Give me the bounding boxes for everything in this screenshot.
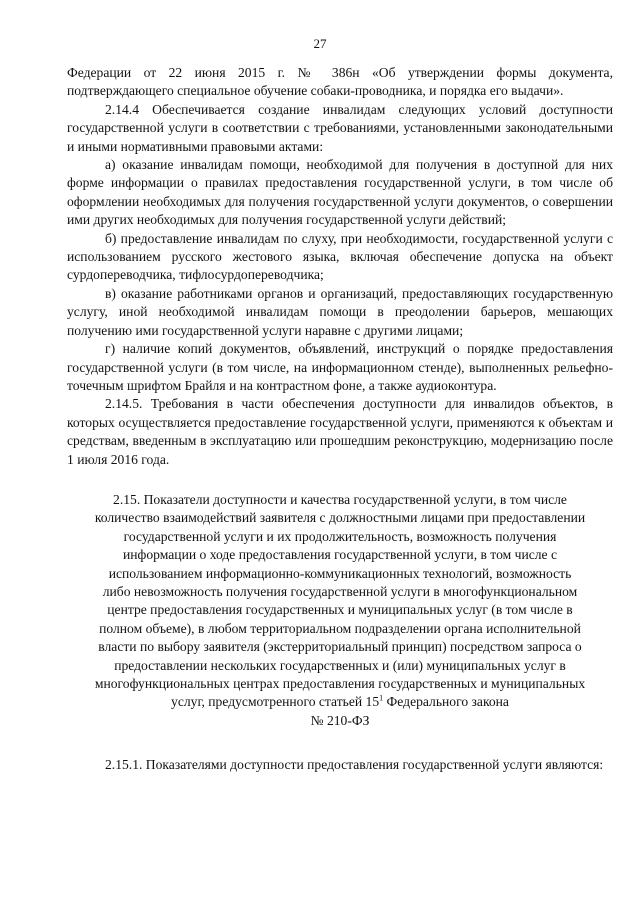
paragraph-item-v: в) оказание работниками органов и организаций, предоставляющих государственную услугу, иной необходимой инвалидам помощи в преодолении барьеров, мешающих получению ими государственной услуги наравне с другими лицами; — [67, 285, 613, 338]
paragraph-2-15-1: 2.15.1. Показателями доступности предоставления государственной услуги являются: — [105, 757, 604, 773]
page-number: 27 — [313, 36, 327, 51]
page-body — [67, 64, 613, 775]
paragraph-item-b: б) предоставление инвалидам по слуху, при необходимости, государственной услуги с использованием русского жестового языка, включая обеспечение допуска на объект сурдопереводчика, тифлосурдопереводчика; — [67, 230, 613, 283]
section-heading-2-15 — [67, 491, 613, 730]
heading-line: использованием информационно-коммуникационных технологий, возможность — [108, 565, 572, 581]
heading-line: многофункциональных центрах предоставления государственных и муниципальных — [94, 676, 586, 691]
heading-line: 2.15. Показатели доступности и качества государственной услуги, в том числе — [113, 491, 567, 507]
heading-line: № 210-ФЗ — [310, 712, 370, 728]
paragraph-2-14-5: 2.14.5. Требования в части обеспечения доступности для инвалидов объектов, в которых осуществляется предоставление государственной услуги, применяются к объектам и средствам, введенным в эксплуатацию или прошедшим реконструкцию, модернизацию после 1 июля 2016 года. — [67, 396, 613, 467]
heading-line-text: Федерального закона — [383, 694, 509, 710]
paragraph-item-a: а) оказание инвалидам помощи, необходимой для получения в доступной для них форме информации о правилах предоставления государственной услуги, в том числе об оформлении необходимых для получения государственной услуги документов, о совершении ими других необходимых для получения государственной услуги действий; — [67, 157, 613, 228]
heading-line: центре предоставления государственных и муниципальных услуг (в том числе в — [107, 602, 573, 618]
heading-line — [67, 693, 613, 711]
heading-line: информации о ходе предоставления государственной услуги, в том числе с — [123, 547, 557, 563]
heading-line: количество взаимодействий заявителя с должностными лицами при предоставлении — [94, 510, 586, 526]
paragraph-2-14-4: 2.14.4 Обеспечивается создание инвалидам следующих условий доступности государственной услуги в соответствии с требованиями, установленными законодательными и иными нормативными правовыми актами: — [67, 101, 613, 154]
heading-line: власти по выбору заявителя (экстерриториальный принцип) посредством запроса о — [98, 639, 582, 655]
heading-line: либо невозможность получения государственной услуги в многофункциональном — [102, 583, 578, 599]
superscript: 1 — [379, 693, 384, 703]
paragraph-continuation: Федерации от 22 июня 2015 г. № 386н «Об утверждении формы документа, подтверждающего специальное обучение собаки-проводника, и порядка его выдачи». — [67, 65, 613, 99]
heading-line: полном объеме), в любом территориальном подразделении органа исполнительной — [99, 620, 581, 636]
heading-line: государственной услуги и их продолжительность, возможность получения — [123, 528, 557, 544]
paragraph-item-g: г) наличие копий документов, объявлений, инструкций о порядке предоставления государственной услуги (в том числе, на информационном стенде), выполненных рельефно-точечным шрифтом Брайля и на контрастном фоне, а также аудиоконтура. — [67, 341, 613, 393]
heading-line-text: услуг, предусмотренного статьей 15 — [171, 694, 380, 710]
heading-line: предоставлении нескольких государственных и (или) муниципальных услуг в — [114, 657, 566, 673]
